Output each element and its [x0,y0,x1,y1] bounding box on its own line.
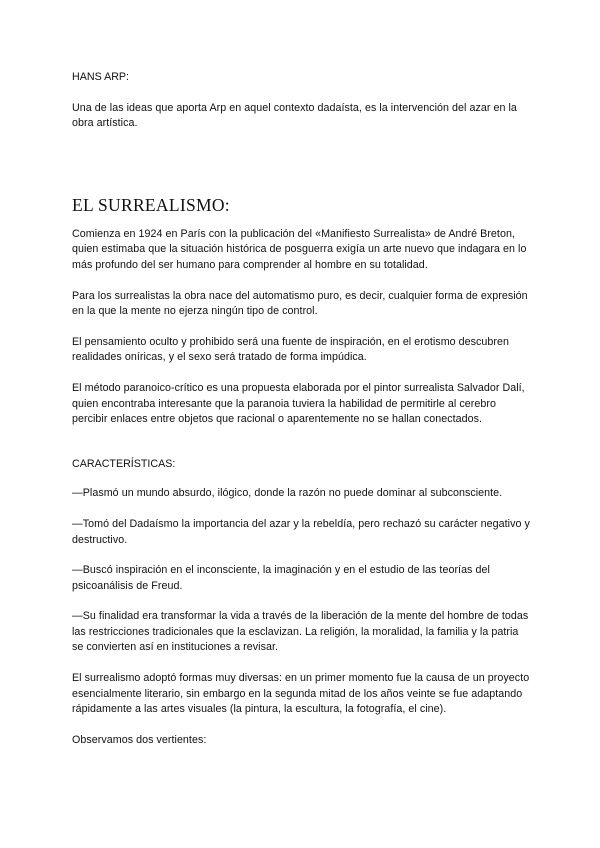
hans-arp-heading: HANS ARP: [72,71,130,83]
metodo-paragraph: El método paranoico-crítico es una propuesta elaborada por el pintor surrealista Salvador Dalí, quien encontraba interesante que la paranoia tuviera la habilidad de permitirle al cerebro percibir enlaces entre objetos que racional o aparentemente no se hallan conectados. [72,381,525,426]
vertientes-line: Observamos dos vertientes: [72,733,207,746]
document-page [72,70,532,748]
characteristic-item: —Tomó del Dadaísmo la importancia del azar y la rebeldía, pero rechazó su carácter negativo y destructivo. [72,517,530,546]
characteristic-item: —Plasmó un mundo absurdo, ilógico, donde la razón no puede dominar al subconsciente. [72,487,503,500]
closing-paragraph: El surrealismo adoptó formas muy diversas: en un primer momento fue la causa de un proyecto esencialmente literario, sin embargo en la segunda mitad de los años veinte se fue adaptando rápidamente a las artes visuales (la pintura, la escultura, la fotografía, el cine). [72,672,530,716]
characteristic-item: —Su finalidad era transformar la vida a través de la liberación de la mente del hombre de todas las restricciones tradicionales que la esclavizan. La religión, la moralidad, la familia y la patria se convierten así en instituciones a revisar. [72,610,529,654]
characteristic-item: —Buscó inspiración en el inconsciente, la imaginación y en el estudio de las teorías del psicoanálisis de Freud. [72,564,490,592]
pensamiento-paragraph: El pensamiento oculto y prohibido será una fuente de inspiración, en el erotismo descubren realidades oníricas, y el sexo será tratado de forma impúdica. [72,335,510,364]
automatismo-paragraph: Para los surrealistas la obra nace del automatismo puro, es decir, cualquier forma de expresión en la que la mente no ejerza ningún tipo de control. [72,289,528,318]
intro-paragraph: Comienza en 1924 en París con la publicación del «Manifiesto Surrealista» de André Breton, quien estimaba que la situación histórica de posguerra exigía un arte nuevo que indagara en lo más profundo del ser humano para comprender al hombre en su totalidad. [72,227,527,271]
surrealismo-title: EL SURREALISMO: [72,194,230,215]
hans-arp-paragraph: Una de las ideas que aporta Arp en aquel contexto dadaísta, es la intervención del azar en la obra artística. [72,101,517,130]
caracteristicas-heading: CARACTERÍSTICAS: [72,457,176,470]
